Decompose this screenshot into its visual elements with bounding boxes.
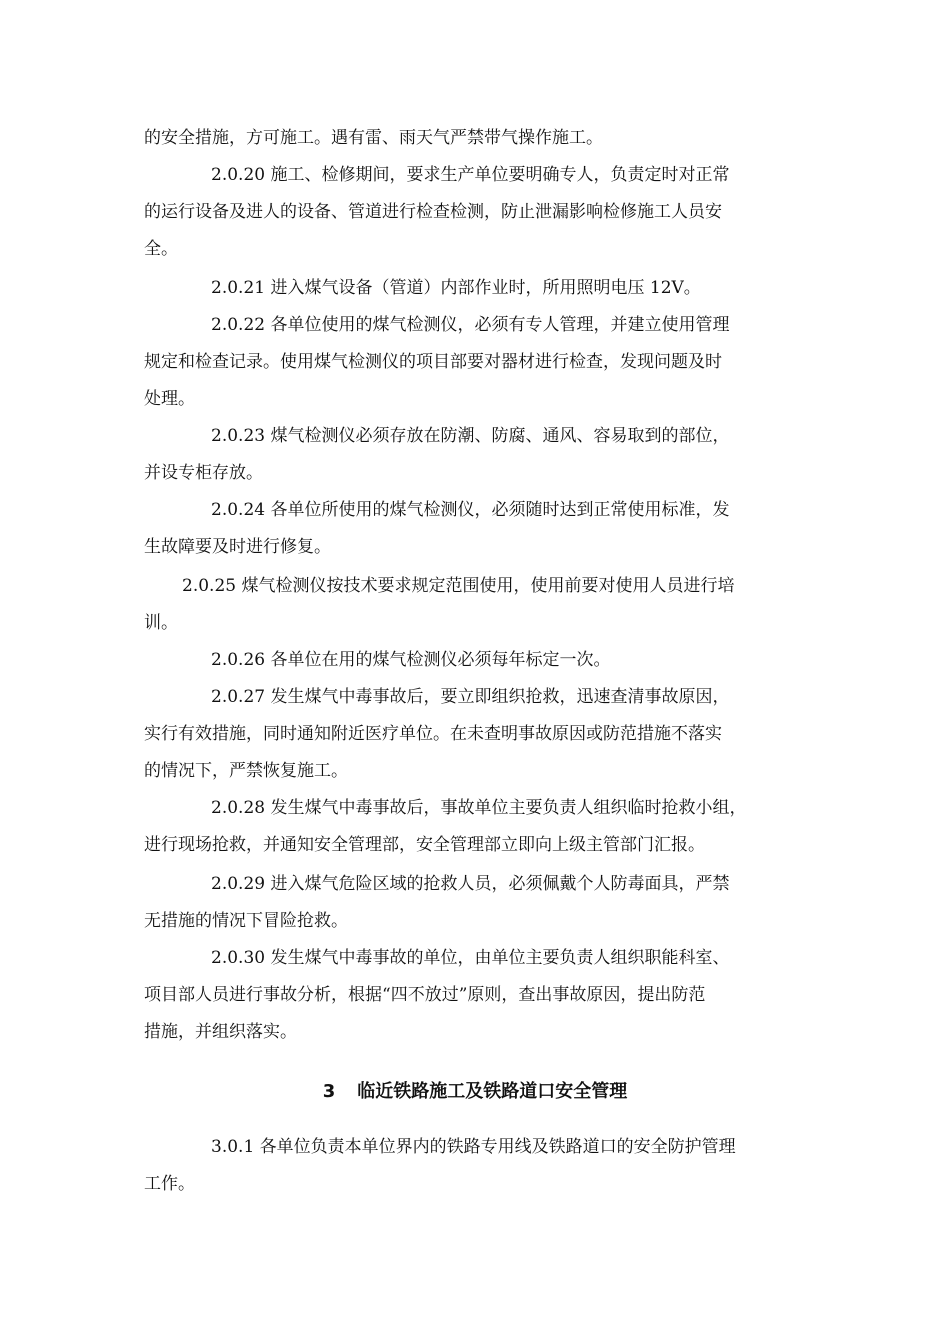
paragraph-line: 2.0.30 发生煤气中毒事故的单位，由单位主要负责人组织职能科室、 [211, 948, 730, 968]
paragraph-line: 的安全措施，方可施工。遇有雷、雨天气严禁带气操作施工。 [144, 128, 603, 148]
paragraph-line: 生故障要及时进行修复。 [144, 537, 331, 557]
paragraph-line: 3.0.1 各单位负责本单位界内的铁路专用线及铁路道口的安全防护管理 [211, 1137, 736, 1157]
paragraph-line: 措施，并组织落实。 [144, 1022, 297, 1042]
section-title: 临近铁路施工及铁路道口安全管理 [357, 1081, 628, 1102]
paragraph-line: 工作。 [144, 1174, 195, 1194]
paragraph-line: 无措施的情况下冒险抢救。 [144, 911, 348, 931]
paragraph-line: 2.0.28 发生煤气中毒事故后，事故单位主要负责人组织临时抢救小组， [211, 798, 747, 818]
paragraph-line: 规定和检查记录。使用煤气检测仪的项目部要对器材进行检查，发现问题及时 [144, 352, 722, 372]
paragraph-line: 训。 [144, 613, 178, 633]
paragraph-line: 进行现场抢救，并通知安全管理部，安全管理部立即向上级主管部门汇报。 [144, 835, 705, 855]
paragraph-line: 2.0.26 各单位在用的煤气检测仪必须每年标定一次。 [211, 650, 611, 670]
paragraph-line: 2.0.29 进入煤气危险区域的抢救人员，必须佩戴个人防毒面具，严禁 [211, 874, 730, 894]
paragraph-line: 2.0.20 施工、检修期间，要求生产单位要明确专人，负责定时对正常 [211, 165, 730, 185]
paragraph-line: 项目部人员进行事故分析，根据“四不放过”原则，查出事故原因，提出防范 [144, 985, 706, 1005]
section-number: 3 [322, 1081, 336, 1102]
paragraph-line: 处理。 [144, 389, 195, 409]
paragraph-line: 2.0.25 煤气检测仪按技术要求规定范围使用，使用前要对使用人员进行培 [182, 576, 735, 596]
paragraph-line: 的运行设备及进人的设备、管道进行检查检测，防止泄漏影响检修施工人员安 [144, 202, 722, 222]
section-heading [0, 1079, 950, 1105]
paragraph-line: 并设专柜存放。 [144, 463, 263, 483]
paragraph-line: 2.0.23 煤气检测仪必须存放在防潮、防腐、通风、容易取到的部位， [211, 426, 730, 446]
paragraph-line: 实行有效措施，同时通知附近医疗单位。在未查明事故原因或防范措施不落实 [144, 724, 722, 744]
paragraph-line: 2.0.22 各单位使用的煤气检测仪，必须有专人管理，并建立使用管理 [211, 315, 730, 335]
paragraph-line: 2.0.27 发生煤气中毒事故后，要立即组织抢救，迅速查清事故原因， [211, 687, 730, 707]
paragraph-line: 2.0.24 各单位所使用的煤气检测仪，必须随时达到正常使用标准，发 [211, 500, 730, 520]
paragraph-line: 2.0.21 进入煤气设备（管道）内部作业时，所用照明电压 12V。 [211, 278, 701, 298]
paragraph-line: 全。 [144, 239, 178, 259]
paragraph-line: 的情况下，严禁恢复施工。 [144, 761, 348, 781]
